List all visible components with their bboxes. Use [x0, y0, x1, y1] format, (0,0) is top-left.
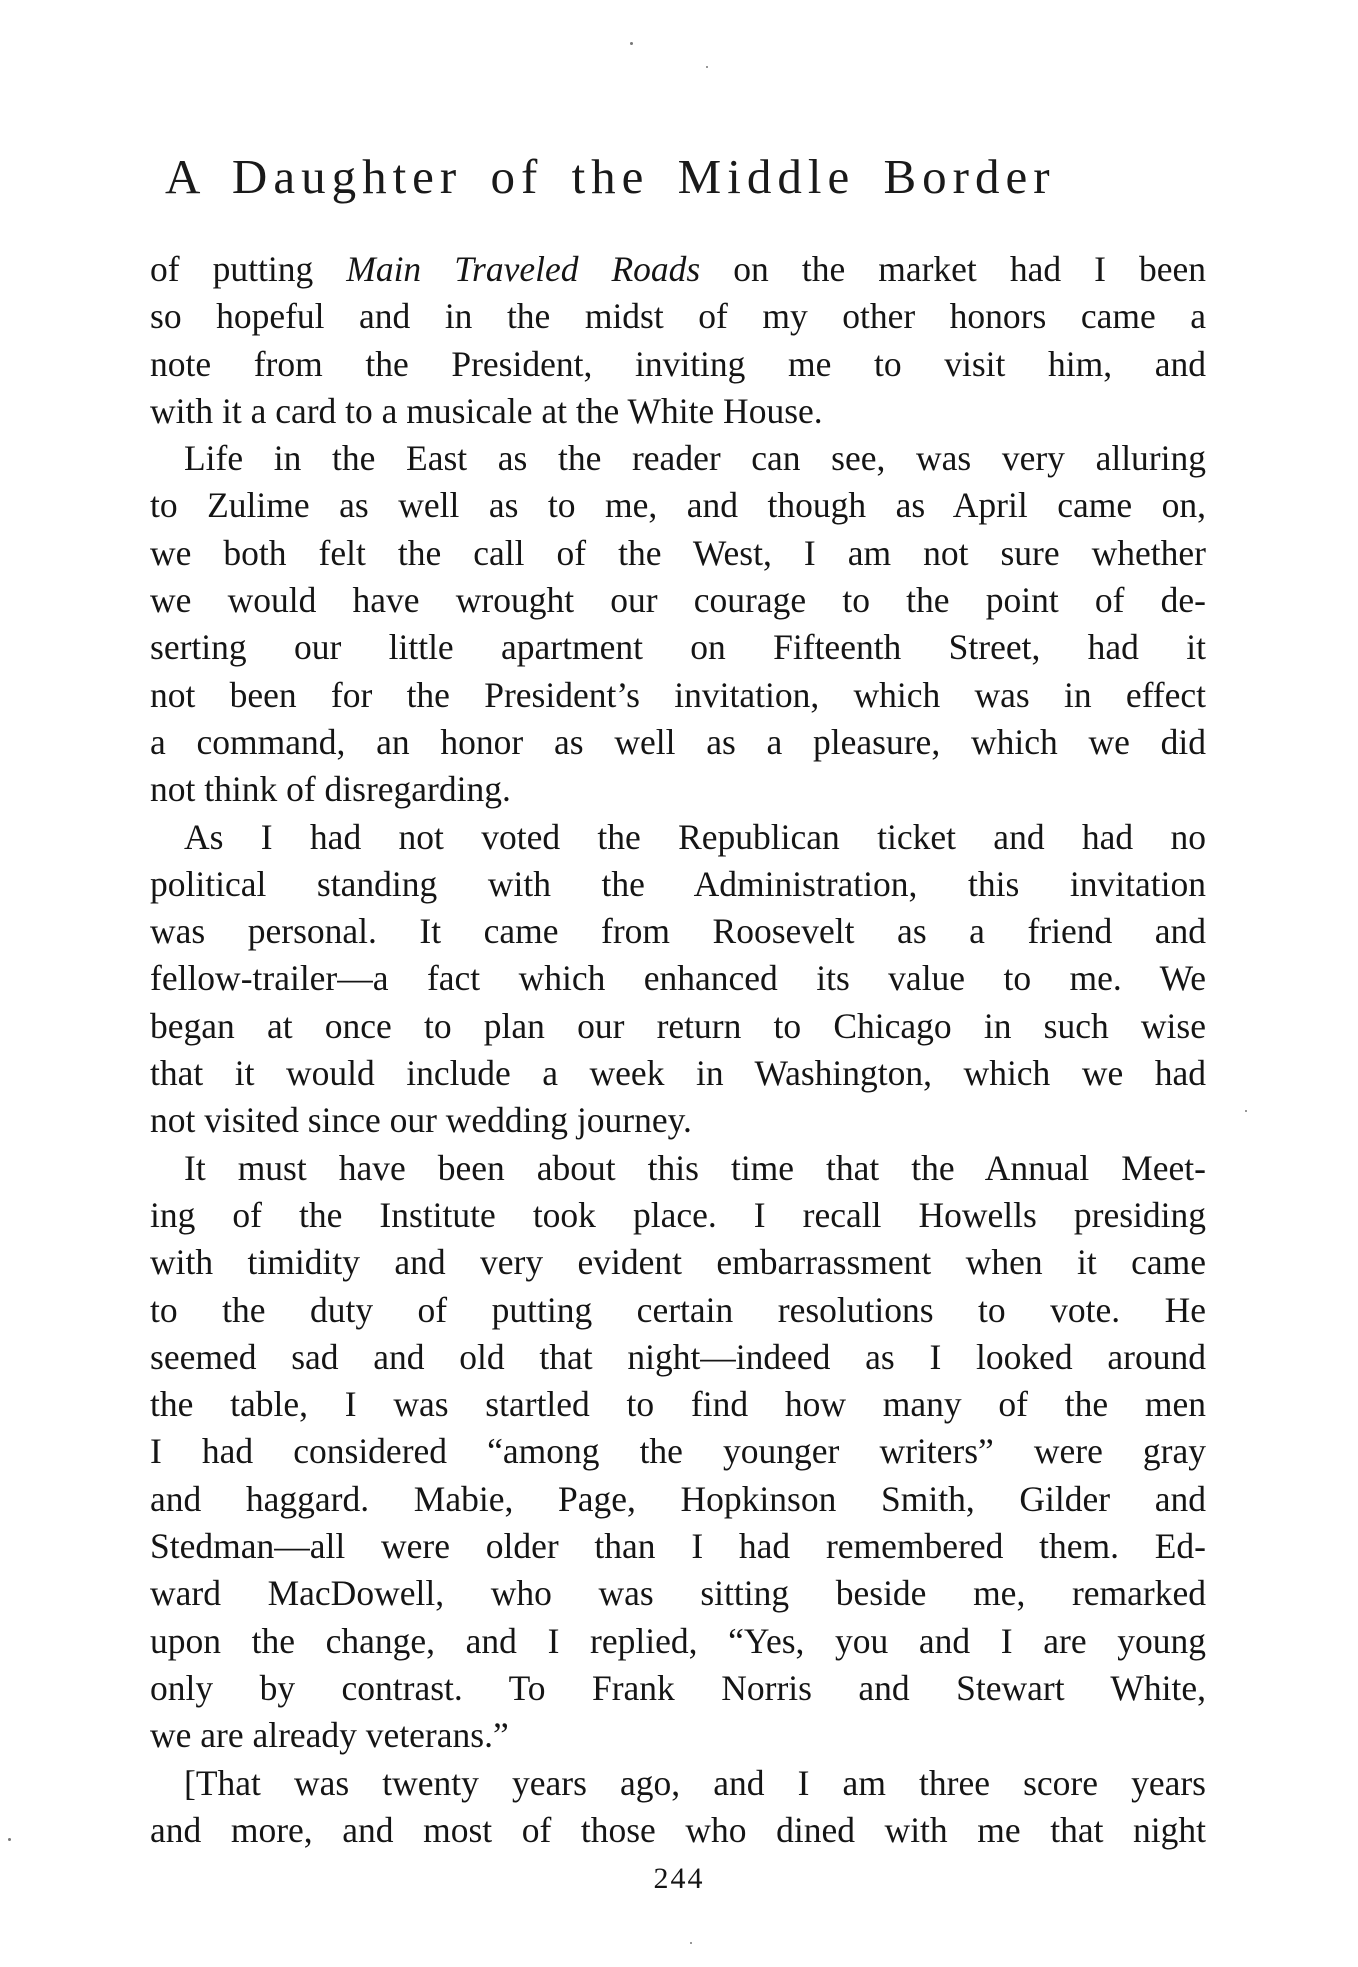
text-line: began at once to plan our return to Chicago in such wise: [150, 1005, 1206, 1046]
text-line: not been for the President’s invitation, which was in effect: [150, 674, 1206, 715]
paragraph: [150, 435, 1206, 813]
running-head: A Daughter of the Middle Border: [165, 149, 1056, 204]
text-run: on the market had I been: [700, 249, 1206, 289]
text-line: fellow-trailer—a fact which enhanced its value to me. We: [150, 958, 1206, 999]
book-title-italic: Main Traveled Roads: [346, 249, 701, 289]
text-line: only by contrast. To Frank Norris and Stewart White,: [150, 1667, 1206, 1708]
text-line: seemed sad and old that night—indeed as I looked around: [150, 1336, 1206, 1377]
paragraph: [150, 1760, 1206, 1855]
paper-speck: [8, 1838, 11, 1841]
page-number: 244: [653, 1862, 705, 1895]
text-line: was personal. It came from Roosevelt as a friend and: [150, 911, 1206, 952]
paragraph: [150, 246, 1206, 435]
text-run: of putting: [150, 249, 347, 289]
text-line: not think of disregarding.: [150, 769, 511, 810]
paper-speck: [1245, 1110, 1247, 1112]
text-line: I had considered “among the younger writers” were gray: [150, 1431, 1206, 1472]
text-line: It must have been about this time that the Annual Meet-: [184, 1147, 1206, 1188]
body-text: [150, 246, 1206, 1854]
text-line: to Zulime as well as to me, and though as April came on,: [150, 485, 1206, 526]
text-line: we both felt the call of the West, I am not sure whether: [150, 532, 1206, 573]
text-line: that it would include a week in Washington, which we had: [150, 1053, 1206, 1094]
text-line: [150, 246, 1206, 293]
text-line: political standing with the Administration, this invitation: [150, 863, 1206, 904]
paper-speck: [706, 66, 708, 68]
text-line: we would have wrought our courage to the point of de-: [150, 580, 1206, 621]
text-line: the table, I was startled to find how many of the men: [150, 1384, 1206, 1425]
text-line: Life in the East as the reader can see, was very alluring: [184, 438, 1206, 479]
text-line: not visited since our wedding journey.: [150, 1100, 692, 1141]
text-line: Stedman—all were older than I had remembered them. Ed-: [150, 1526, 1206, 1567]
paper-speck: [630, 42, 633, 45]
paragraph: [150, 1145, 1206, 1760]
text-line: with timidity and very evident embarrassment when it came: [150, 1242, 1206, 1283]
text-line: we are already veterans.”: [150, 1715, 509, 1756]
text-line: and more, and most of those who dined with me that night: [150, 1809, 1206, 1850]
text-line: to the duty of putting certain resolutions to vote. He: [150, 1289, 1206, 1330]
text-line: ward MacDowell, who was sitting beside me, remarked: [150, 1573, 1206, 1614]
paragraph: [150, 814, 1206, 1145]
text-line: ing of the Institute took place. I recall Howells presiding: [150, 1194, 1206, 1235]
text-line: and haggard. Mabie, Page, Hopkinson Smith, Gilder and: [150, 1478, 1206, 1519]
text-line: a command, an honor as well as a pleasure, which we did: [150, 721, 1206, 762]
text-line: upon the change, and I replied, “Yes, you and I are young: [150, 1620, 1206, 1661]
text-line: As I had not voted the Republican ticket and had no: [184, 816, 1206, 857]
paper-speck: [690, 1942, 692, 1944]
text-line: note from the President, inviting me to visit him, and: [150, 343, 1206, 384]
text-line: serting our little apartment on Fifteenth Street, had it: [150, 627, 1206, 668]
text-line: so hopeful and in the midst of my other honors came a: [150, 296, 1206, 337]
text-line: [That was twenty years ago, and I am three score years: [184, 1762, 1206, 1803]
text-line: with it a card to a musicale at the White House.: [150, 390, 823, 431]
